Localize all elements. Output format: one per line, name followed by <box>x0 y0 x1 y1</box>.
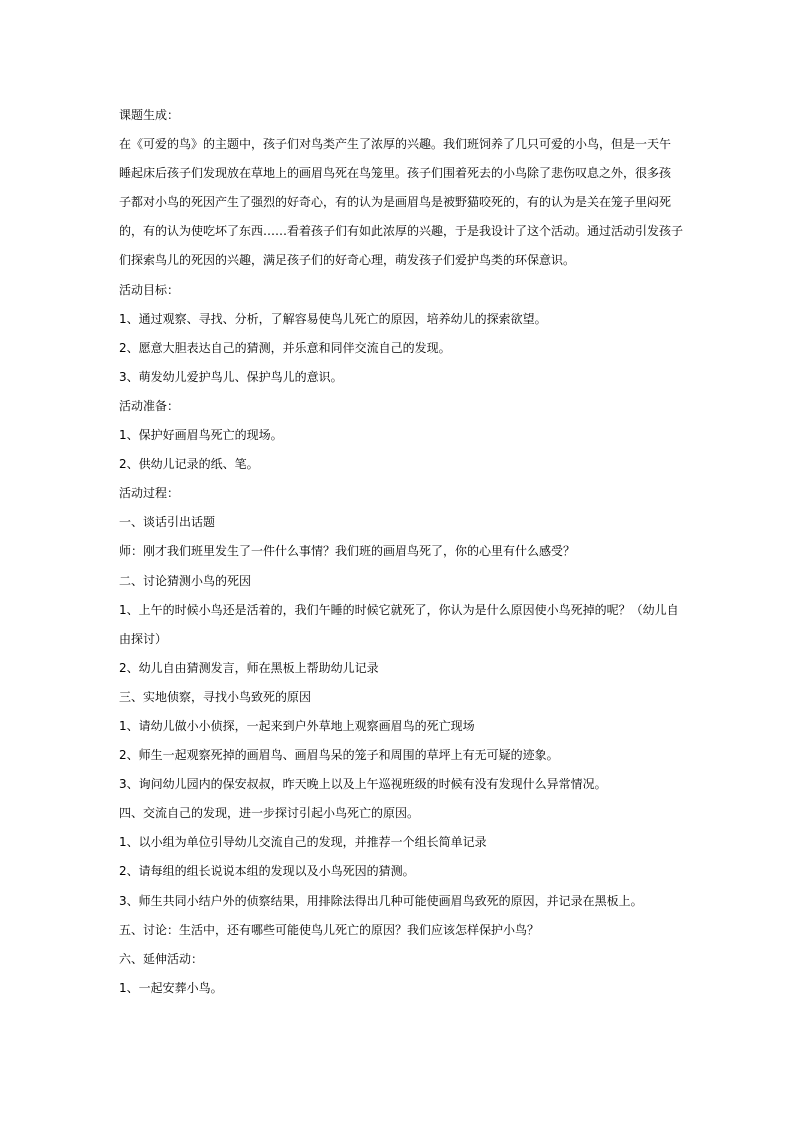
section-heading: 三、实地侦察，寻找小鸟致死的原因 <box>119 689 312 704</box>
body-text-line: 师：刚才我们班里发生了一件什么事情？我们班的画眉鸟死了，你的心里有什么感受？ <box>119 544 576 559</box>
goal-item: 1、通过观察、寻找、分析，了解容易使鸟儿死亡的原因，培养幼儿的探索欲望。 <box>119 311 547 326</box>
preparation-item: 2、供幼儿记录的纸、笔。 <box>119 457 259 472</box>
process-item: 1、上午的时候小鸟还是活着的，我们午睡的时候它就死了，你认为是什么原因使小鸟死掉的呢？（幼儿自 <box>119 602 679 617</box>
body-text-line: 们探索鸟儿的死因的兴趣，满足孩子们的好奇心理，萌发孩子们爱护鸟类的环保意识。 <box>119 253 576 268</box>
heading-topic-generation: 课题生成： <box>119 108 180 122</box>
process-item: 1、一起安葬小鸟。 <box>119 980 223 995</box>
process-item-continued: 由探讨） <box>119 631 168 646</box>
heading-activity-goals: 活动目标： <box>119 282 180 297</box>
body-text-line: 的，有的认为使吃坏了东西……看着孩子们有如此浓厚的兴趣，于是我设计了这个活动。通过活动引发孩子 <box>119 224 684 239</box>
section-heading: 四、交流自己的发现，进一步探讨引起小鸟死亡的原因。 <box>119 806 420 821</box>
body-text-line: 睡起床后孩子们发现放在草地上的画眉鸟死在鸟笼里。孩子们围着死去的小鸟除了悲伤叹息之外，很多孩 <box>119 166 672 181</box>
heading-activity-preparation: 活动准备： <box>119 398 180 413</box>
section-heading: 二、讨论猜测小鸟的死因 <box>119 573 252 588</box>
process-item: 1、请幼儿做小小侦探，一起来到户外草地上观察画眉鸟的死亡现场 <box>119 718 475 733</box>
preparation-item: 1、保护好画眉鸟死亡的现场。 <box>119 428 283 443</box>
process-item: 2、请每组的组长说说本组的发现以及小鸟死因的猜测。 <box>119 864 415 879</box>
heading-activity-process: 活动过程： <box>119 486 180 501</box>
process-item: 2、幼儿自由猜测发言，师在黑板上帮助幼儿记录 <box>119 660 379 675</box>
process-item: 3、师生共同小结户外的侦察结果，用排除法得出几种可能使画眉鸟致死的原因，并记录在黑板上。 <box>119 893 643 908</box>
body-text-line: 子都对小鸟的死因产生了强烈的好奇心，有的认为是画眉鸟是被野猫咬死的，有的认为是关在笼子里闷死 <box>119 195 672 210</box>
process-item: 3、询问幼儿园内的保安叔叔，昨天晚上以及上午巡视班级的时候有没有发现什么异常情况。 <box>119 777 607 792</box>
document-page <box>119 101 684 1003</box>
section-heading: 六、延伸活动： <box>119 951 204 966</box>
section-heading: 五、讨论：生活中，还有哪些可能使鸟儿死亡的原因？我们应该怎样保护小鸟？ <box>119 922 540 937</box>
process-item: 1、以小组为单位引导幼儿交流自己的发现，并推荐一个组长简单记录 <box>119 835 487 850</box>
body-text-line: 在《可爱的鸟》的主题中，孩子们对鸟类产生了浓厚的兴趣。我们班饲养了几只可爱的小鸟，但是一天午 <box>119 137 672 152</box>
section-heading: 一、谈话引出话题 <box>119 515 216 530</box>
goal-item: 3、萌发幼儿爱护鸟儿、保护鸟儿的意识。 <box>119 369 343 384</box>
process-item: 2、师生一起观察死掉的画眉鸟、画眉鸟呆的笼子和周围的草坪上有无可疑的迹象。 <box>119 748 559 763</box>
goal-item: 2、愿意大胆表达自己的猜测，并乐意和同伴交流自己的发现。 <box>119 340 451 355</box>
